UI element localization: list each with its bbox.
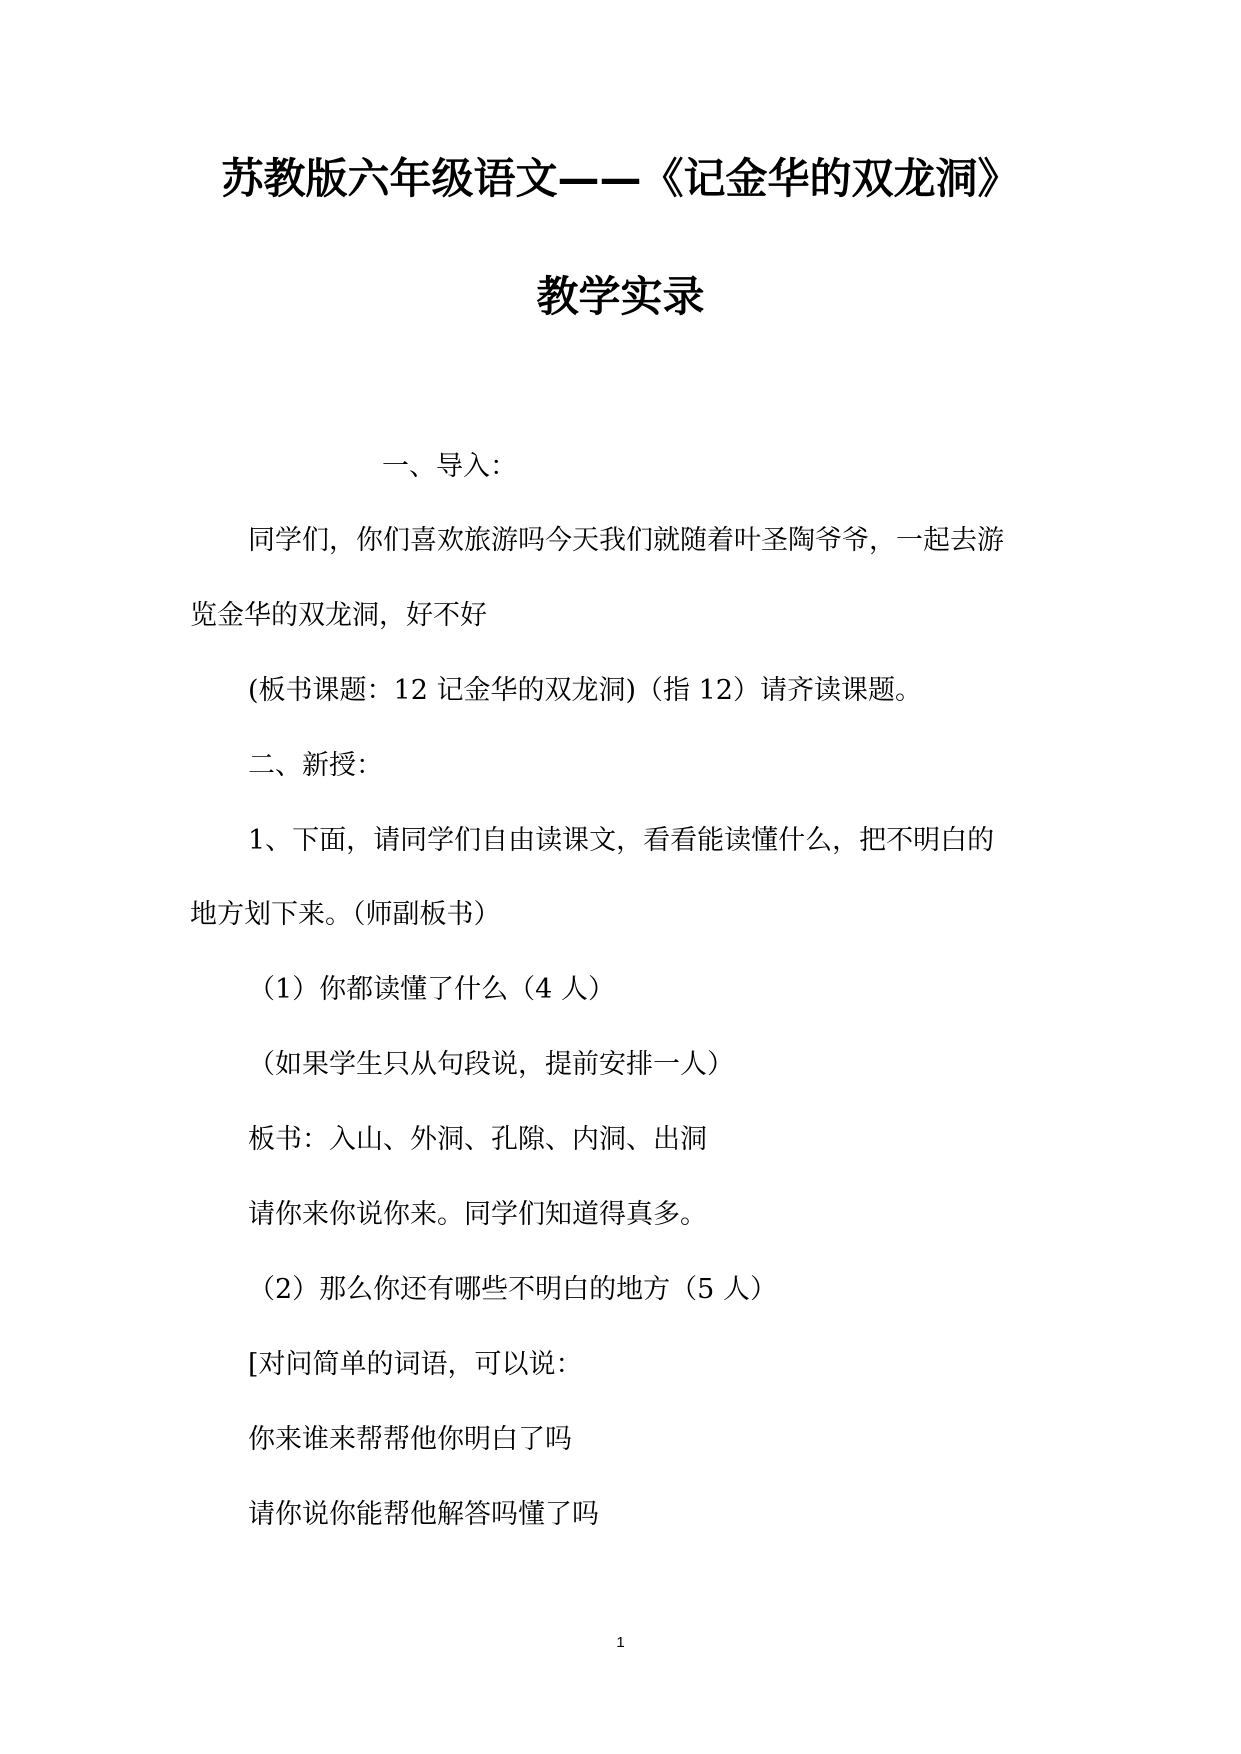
paragraph: (板书课题：12 记金华的双龙洞)（指 12）请齐读课题。 — [248, 675, 922, 706]
section-heading-new-lesson: 二、新授： — [248, 750, 383, 781]
paragraph: （如果学生只从句段说，提前安排一人） — [248, 1049, 734, 1080]
document-title-line-1: 苏教版六年级语文——《记金华的双龙洞》 — [221, 154, 1020, 203]
paragraph: （1）你都读懂了什么（4 人） — [248, 974, 615, 1005]
paragraph: [对问简单的词语，可以说： — [248, 1349, 583, 1380]
paragraph: 板书：入山、外洞、孔隙、内洞、出洞 — [248, 1124, 707, 1155]
paragraph: 同学们，你们喜欢旅游吗今天我们就随着叶圣陶爷爷，一起去游 — [248, 525, 1004, 556]
paragraph: （2）那么你还有哪些不明白的地方（5 人） — [248, 1274, 777, 1305]
paragraph: 你来谁来帮帮他你明白了吗 — [248, 1424, 572, 1455]
section-heading-intro: 一、导入： — [382, 451, 517, 482]
page-number: 1 — [616, 1634, 625, 1651]
paragraph: 地方划下来。（师副板书） — [190, 899, 501, 930]
paragraph: 览金华的双龙洞，好不好 — [190, 600, 487, 631]
paragraph: 请你来你说你来。同学们知道得真多。 — [248, 1199, 707, 1230]
document-title-line-2: 教学实录 — [536, 272, 705, 321]
paragraph: 请你说你能帮他解答吗懂了吗 — [248, 1499, 599, 1530]
paragraph: 1、下面，请同学们自由读课文，看看能读懂什么，把不明白的 — [248, 825, 995, 856]
